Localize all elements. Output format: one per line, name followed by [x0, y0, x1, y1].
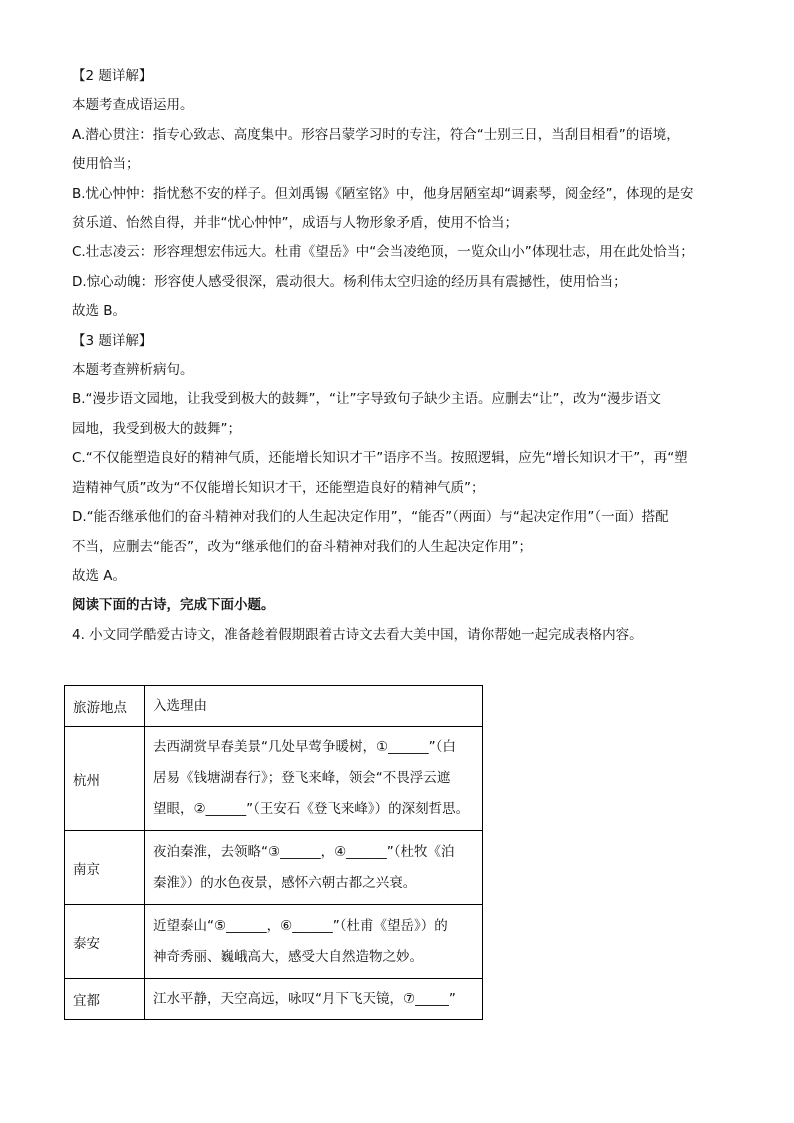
paragraph: 故选 A。 — [72, 567, 127, 584]
answer-explanations — [72, 62, 732, 650]
paragraph: D.惊心动魄：形容使人感受很深，震动很大。杨利伟太空归途的经历具有震撼性，使用恰当； — [72, 273, 627, 290]
reason-cell — [145, 979, 483, 1020]
table-row — [65, 905, 483, 979]
paragraph: 故选 B。 — [72, 303, 127, 320]
reason-cell — [145, 831, 483, 905]
reason-line: 神奇秀丽、巍峨高大，感受大自然造物之妙。 — [153, 948, 423, 965]
reason-cell — [145, 727, 483, 831]
paragraph — [72, 444, 732, 503]
paragraph-line: 造精神气质”改为“不仅能增长知识才干，还能塑造良好的精神气质”； — [72, 479, 485, 496]
paragraph-line: D.“能否继承他们的奋斗精神对我们的人生起决定作用”，“能否”（两面）与“起决定作用”（一面）搭配 — [72, 509, 669, 526]
paragraph — [72, 385, 732, 444]
section-heading: 阅读下面的古诗，完成下面小题。 — [72, 597, 275, 614]
place-cell: 宜都 — [65, 979, 145, 1020]
table-row — [65, 727, 483, 831]
paragraph — [72, 503, 732, 562]
table-header-row — [65, 686, 483, 727]
travel-table — [64, 685, 483, 1020]
paragraph — [72, 121, 732, 180]
paragraph-line: C.“不仅能塑造良好的精神气质，还能增长知识才干”语序不当。按照逻辑，应先“增长知识才干”，再“塑 — [72, 450, 688, 467]
paragraph: 4. 小文同学酷爱古诗文，准备趁着假期跟着古诗文去看大美中国，请你帮她一起完成表格内容。 — [72, 626, 643, 643]
paragraph: 本题考查成语运用。 — [72, 97, 194, 114]
table-row — [65, 979, 483, 1020]
reason-line: 近望泰山“⑤______，⑥______”（杜甫《望岳》）的 — [153, 917, 448, 934]
document-body — [72, 62, 732, 650]
paragraph-line: B.忧心忡忡：指忧愁不安的样子。但刘禹锡《陋室铭》中，他身居陋室却“调素琴，阅金经”，体现的是安 — [72, 185, 694, 202]
paragraph-line: 园地，我受到极大的鼓舞”； — [72, 420, 241, 437]
reason-line: 居易《钱塘湖春行》；登飞来峰，领会“不畏浮云遮 — [153, 770, 451, 786]
reason-line: 江水平静，天空高远，咏叹“月下飞天镜，⑦_____” — [153, 990, 456, 1007]
reason-line: 秦淮》）的水色夜景，感怀六朝古都之兴衰。 — [153, 874, 417, 891]
place-cell: 南京 — [65, 831, 145, 905]
paragraph-line: 贫乐道、怡然自得，并非“忧心忡忡”，成语与人物形象矛盾，使用不恰当； — [72, 215, 518, 232]
paragraph: 【2 题详解】 — [72, 68, 153, 84]
paragraph: 本题考查辨析病句。 — [72, 362, 194, 379]
paragraph-line: 使用恰当； — [72, 156, 140, 173]
reason-line: 望眼，②______”（王安石《登飞来峰》）的深刻哲思。 — [153, 801, 470, 817]
paragraph — [72, 180, 732, 239]
place-cell: 杭州 — [65, 727, 145, 831]
paragraph: C.壮志凌云：形容理想宏伟远大。杜甫《望岳》中“会当凌绝顶，一览众山小”体现壮志，用在此处恰当； — [72, 244, 694, 261]
paragraph: 【3 题详解】 — [72, 332, 153, 349]
reason-line: 去西湖赏早春美景“几处早莺争暖树，①______”（白 — [153, 739, 456, 755]
place-cell: 泰安 — [65, 905, 145, 979]
table-row — [65, 831, 483, 905]
reason-cell — [145, 905, 483, 979]
header-reason: 入选理由 — [145, 686, 483, 727]
paragraph-line: A.潜心贯注：指专心致志、高度集中。形容吕蒙学习时的专注，符合“士别三日，当刮目相看”的语境， — [72, 126, 680, 143]
header-place: 旅游地点 — [65, 686, 145, 727]
reason-line: 夜泊秦淮，去领略“③______，④______”（杜牧《泊 — [153, 843, 455, 860]
paragraph-line: B.“漫步语文园地，让我受到极大的鼓舞”，“让”字导致句子缺少主语。应删去“让”，改为“漫步语文 — [72, 391, 662, 408]
paragraph-line: 不当，应删去“能否”，改为“继承他们的奋斗精神对我们的人生起决定作用”； — [72, 538, 532, 555]
